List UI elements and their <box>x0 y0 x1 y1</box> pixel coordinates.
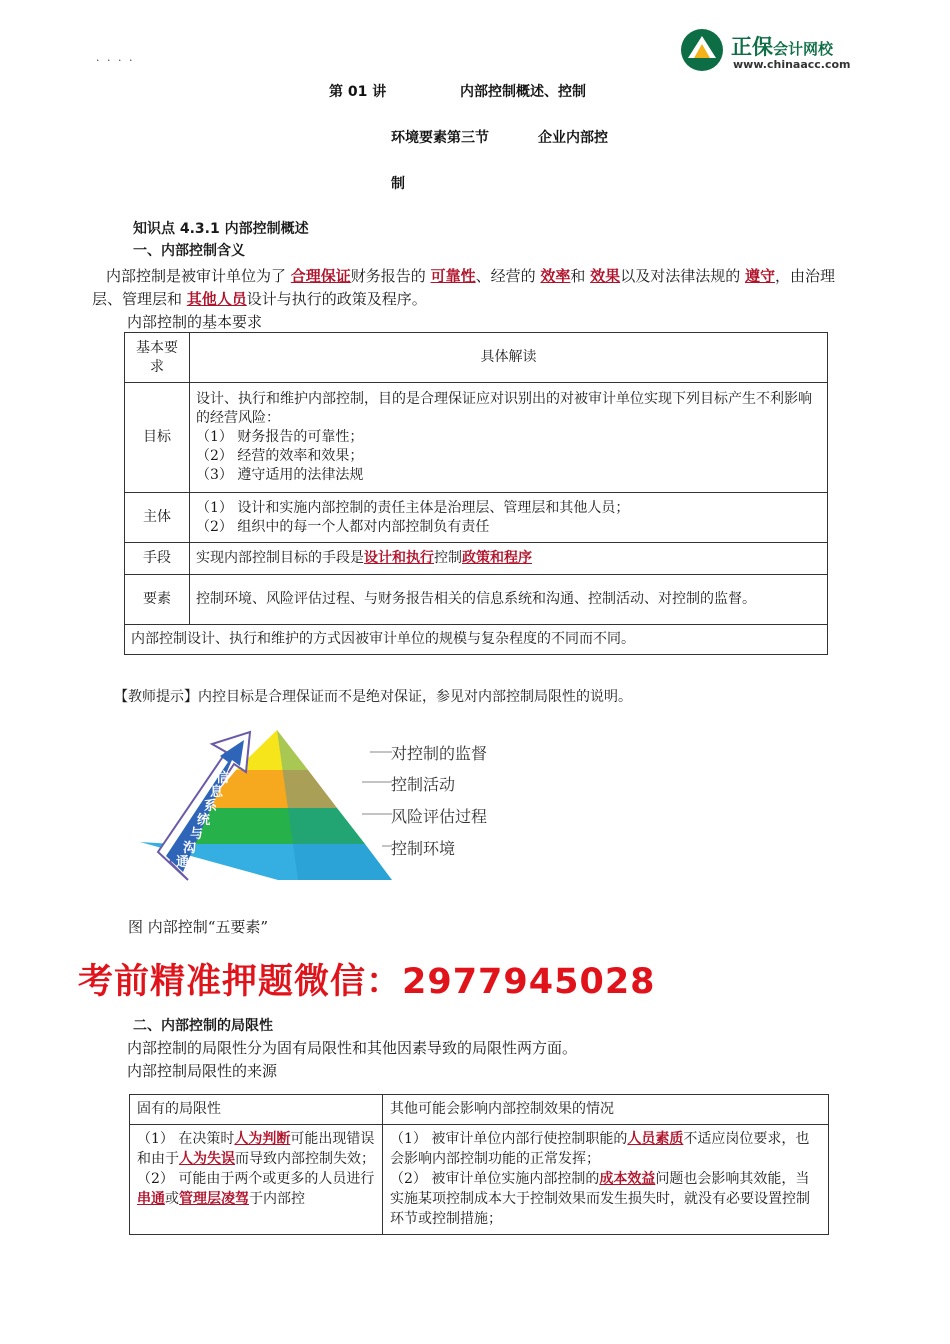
pyramid-label-control-activities: 控制活动 <box>391 775 456 794</box>
cell-key-term: 串通 <box>137 1191 165 1207</box>
table-row <box>125 493 828 543</box>
teacher-tip: 【教师提示】内控目标是合理保证而不是绝对保证，参见对内部控制局限性的说明。 <box>114 689 632 705</box>
cell-key-term: 成本效益 <box>599 1171 656 1187</box>
def-key-term: 合理保证 <box>290 267 351 285</box>
def-text: 财务报告的 <box>350 267 431 285</box>
cell-text: （1） 被审计单位内部行使控制职能的 <box>390 1131 628 1147</box>
def-text: 内部控制是被审计单位为了 <box>106 267 291 285</box>
arrow-char: 信 <box>216 771 230 786</box>
def-text: ，由治理层、管理层和 <box>92 267 835 308</box>
cell-text: 可能出现错误和由于 <box>137 1131 375 1167</box>
table-header-interpretation: 具体解读 <box>190 333 828 383</box>
row-text: （2） 经营的效率和效果； <box>196 448 364 464</box>
title-line3: 制 <box>391 176 405 192</box>
cell-text: （2） 被审计单位实施内部控制的 <box>390 1171 600 1187</box>
cell-key-term: 人为失误 <box>179 1151 235 1167</box>
title-line1: 内部控制概述、控制 <box>460 84 586 100</box>
limitations-table-caption: 内部控制局限性的来源 <box>127 1062 278 1080</box>
cell-text: 而导致内部控制失效； <box>235 1151 375 1167</box>
row-label: 主体 <box>125 493 190 543</box>
cell-text: 问题也会影响其效能，当实施某项控制成本大于控制效果而发生损失时，就没有必要设置控制环节或控制措施； <box>390 1171 810 1227</box>
row-key-term: 设计和执行 <box>364 550 434 566</box>
logo-school: 会计网校 <box>773 40 834 58</box>
figure-caption: 图 内部控制“五要素” <box>128 918 269 936</box>
promo-banner: 考前精准押题微信：2977945028 <box>78 962 656 1002</box>
row-text: 控制 <box>434 550 462 566</box>
table-header-other: 其他可能会影响内部控制效果的情况 <box>383 1095 829 1125</box>
table-header-requirement: 基本要求 <box>125 333 190 383</box>
logo-url[interactable]: www.chinaacc.com <box>733 58 851 71</box>
table-footer-note: 内部控制设计、执行和维护的方式因被审计单位的规模与复杂程度的不同而不同。 <box>125 625 828 655</box>
def-key-term: 遵守 <box>744 267 775 285</box>
pyramid-label-risk-assessment: 风险评估过程 <box>391 807 488 826</box>
section1-heading: 一、内部控制含义 <box>133 243 245 259</box>
def-text: 以及对法律法规的 <box>620 267 745 285</box>
def-key-term: 效果 <box>590 267 621 285</box>
requirements-table-caption: 内部控制的基本要求 <box>127 313 263 331</box>
table-row <box>125 575 828 625</box>
arrow-char: 通 <box>176 855 190 870</box>
cell-key-term: 人员素质 <box>627 1131 684 1147</box>
row-label: 要素 <box>125 575 190 625</box>
limitations-table <box>129 1094 829 1235</box>
requirements-table <box>124 332 828 655</box>
def-text: 、经营的 <box>475 267 541 285</box>
row-text: 设计、执行和维护内部控制，目的是合理保证应对识别出的对被审计单位实现下列目标产生不利影响的经营风险： <box>196 391 812 426</box>
table-row <box>125 383 828 493</box>
def-key-term: 其他人员 <box>186 290 247 308</box>
knowledge-point: 知识点 4.3.1 内部控制概述 <box>133 221 309 237</box>
table-header-inherent: 固有的局限性 <box>130 1095 383 1125</box>
section2-intro: 内部控制的局限性分为固有局限性和其他因素导致的局限性两方面。 <box>127 1039 578 1057</box>
row-text: （3） 遵守适用的法律法规 <box>196 467 364 483</box>
cell-text: 于内部控 <box>249 1191 305 1207</box>
title-line2-left: 环境要素第三节 <box>391 130 489 146</box>
arrow-char: 沟 <box>183 841 197 856</box>
title-line2-right: 企业内部控 <box>538 130 608 146</box>
row-text: （1） 设计和实施内部控制的责任主体是治理层、管理层和其他人员； <box>196 499 630 516</box>
cell-text: 或 <box>165 1191 179 1207</box>
cell-key-term: 人为判断 <box>234 1131 291 1147</box>
def-text: 设计与执行的政策及程序。 <box>246 290 427 308</box>
row-text: 实现内部控制目标的手段是 <box>196 550 364 566</box>
row-text: （2） 组织中的每一个人都对内部控制负有责任 <box>196 518 490 535</box>
arrow-char: 统 <box>197 813 211 828</box>
cell-text: 不适应岗位要求，也会影响内部控制功能的正常发挥； <box>390 1131 810 1167</box>
row-label: 手段 <box>125 543 190 575</box>
pyramid-label-monitoring: 对控制的监督 <box>391 744 488 763</box>
def-key-term: 效率 <box>540 267 571 285</box>
row-text: 控制环境、风险评估过程、与财务报告相关的信息系统和沟通、控制活动、对控制的监督。 <box>190 575 828 625</box>
table-row <box>125 543 828 575</box>
pyramid-label-control-environment: 控制环境 <box>391 839 456 858</box>
table-row <box>130 1125 829 1235</box>
cell-text: （2） 可能由于两个或更多的人员进行 <box>137 1171 375 1187</box>
def-key-term: 可靠性 <box>430 267 476 285</box>
logo-brand: 正保 <box>731 35 773 59</box>
arrow-char: 与 <box>190 827 204 842</box>
section2-heading: 二、内部控制的局限性 <box>133 1018 273 1034</box>
cell-text: （1） 在决策时 <box>137 1131 235 1147</box>
title-lecture: 第 01 讲 <box>329 84 387 100</box>
row-key-term: 政策和程序 <box>462 550 532 566</box>
arrow-char: 息 <box>210 785 224 800</box>
arrow-char: 系 <box>204 799 218 814</box>
logo-icon <box>676 26 732 76</box>
definition-paragraph <box>92 265 862 311</box>
header-corner-text: · · · · <box>96 54 135 67</box>
row-text: （1） 财务报告的可靠性； <box>196 429 364 445</box>
def-text: 和 <box>570 267 591 285</box>
cell-key-term: 管理层凌驾 <box>179 1191 249 1207</box>
row-label: 目标 <box>125 383 190 493</box>
